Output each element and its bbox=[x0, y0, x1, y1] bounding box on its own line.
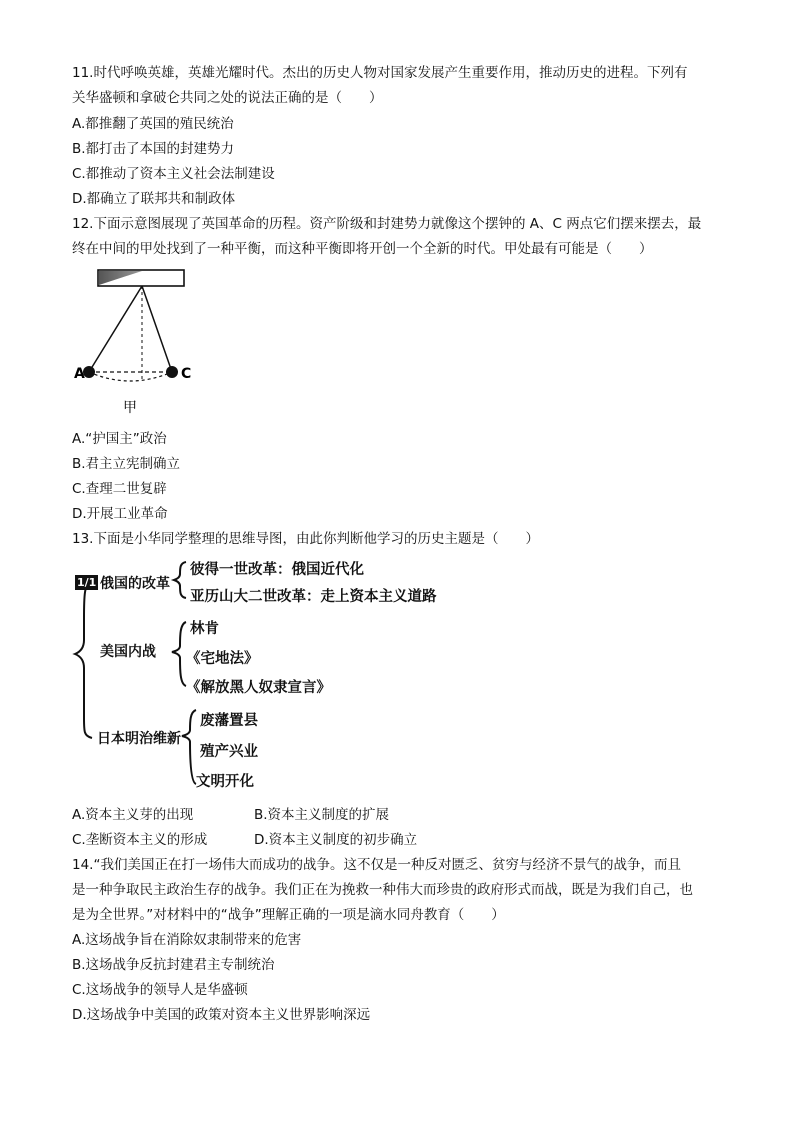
mindmap-item-alexander: 亚历山大二世改革：走上资本主义道路 bbox=[190, 589, 437, 605]
mindmap-item-civilization: 文明开化 bbox=[196, 774, 254, 790]
q11-option-a: A.都推翻了英国的殖民统治 bbox=[72, 116, 234, 132]
label-a: A bbox=[74, 366, 85, 382]
q14-option-d: D.这场战争中美国的政策对资本主义世界影响深远 bbox=[72, 1007, 371, 1023]
q14-option-b: B.这场战争反抗封建君主专制统治 bbox=[72, 957, 275, 973]
q12-option-b: B.君主立宪制确立 bbox=[72, 456, 181, 472]
pendulum-arc bbox=[89, 372, 172, 381]
mindmap-item-lincoln: 林肯 bbox=[190, 621, 219, 637]
mindmap-item-emancipation: 《解放黑人奴隶宣言》 bbox=[186, 680, 331, 696]
q14-option-c: C.这场战争的领导人是华盛顿 bbox=[72, 982, 248, 998]
q12-option-c: C.查理二世复辟 bbox=[72, 481, 167, 497]
mindmap-item-homestead-act: 《宅地法》 bbox=[186, 651, 259, 667]
q11-option-c: C.都推动了资本主义社会法制建设 bbox=[72, 166, 275, 182]
q11-option-b: B.都打击了本国的封建势力 bbox=[72, 141, 235, 157]
q14-stem-line1: 14.“我们美国正在打一场伟大而成功的战争。这不仅是一种反对匮乏、贫穷与经济不景气的战争，而且 bbox=[72, 857, 681, 873]
q14-option-a: A.这场战争旨在消除奴隶制带来的危害 bbox=[72, 932, 302, 948]
q11-stem-line2: 关华盛顿和拿破仑共同之处的说法正确的是（ ） bbox=[72, 90, 383, 106]
branch2-brace bbox=[172, 622, 186, 686]
mindmap-badge: 1/1 bbox=[77, 576, 97, 589]
branch3-brace bbox=[182, 710, 196, 784]
label-jia: 甲 bbox=[123, 400, 137, 416]
branch1-brace bbox=[174, 562, 186, 598]
q13-option-c: C.垄断资本主义的形成 bbox=[72, 832, 208, 848]
pendulum-bob-c bbox=[166, 366, 178, 378]
mindmap-item-industry: 殖产兴业 bbox=[200, 744, 258, 760]
pendulum-string-a bbox=[89, 286, 142, 372]
mindmap-item-peter: 彼得一世改革：俄国近代化 bbox=[190, 562, 364, 578]
q13-stem-line1: 13.下面是小华同学整理的思维导图，由此你判断他学习的历史主题是（ ） bbox=[72, 531, 539, 547]
label-c: C bbox=[181, 366, 192, 382]
q13-option-a: A.资本主义芽的出现 bbox=[72, 807, 194, 823]
mindmap-branch-meiji: 日本明治维新 bbox=[97, 731, 181, 747]
q13-option-d: D.资本主义制度的初步确立 bbox=[254, 832, 418, 848]
q14-stem-line3: 是为全世界。”对材料中的“战争”理解正确的一项是滴水同舟教育（ ） bbox=[72, 907, 505, 923]
mindmap-branch-us-civil-war: 美国内战 bbox=[100, 644, 156, 660]
main-brace bbox=[75, 580, 92, 738]
q11-stem-line1: 11.时代呼唤英雄，英雄光耀时代。杰出的历史人物对国家发展产生重要作用，推动历史的进程。下列有 bbox=[72, 65, 688, 81]
q12-stem-line1: 12.下面示意图展现了英国革命的历程。资产阶级和封建势力就像这个摆钟的 A、C 两点它们摆来摆去，最 bbox=[72, 216, 702, 232]
pendulum-string-c bbox=[142, 286, 172, 372]
q11-option-d: D.都确立了联邦共和制政体 bbox=[72, 191, 236, 207]
q12-option-d: D.开展工业革命 bbox=[72, 506, 168, 522]
pendulum-figure bbox=[72, 266, 212, 416]
q12-option-a: A.“护国主”政治 bbox=[72, 431, 167, 447]
q13-option-b: B.资本主义制度的扩展 bbox=[254, 807, 390, 823]
mindmap-item-haihan: 废藩置县 bbox=[200, 713, 258, 729]
q14-stem-line2: 是一种争取民主政治生存的战争。我们正在为挽救一种伟大而珍贵的政府形式而战，既是为我们自己，也 bbox=[72, 882, 693, 898]
q12-stem-line2: 终在中间的甲处找到了一种平衡，而这种平衡即将开创一个全新的时代。甲处最有可能是（ ） bbox=[72, 241, 653, 257]
mindmap-branch-russia: 俄国的改革 bbox=[100, 576, 170, 592]
